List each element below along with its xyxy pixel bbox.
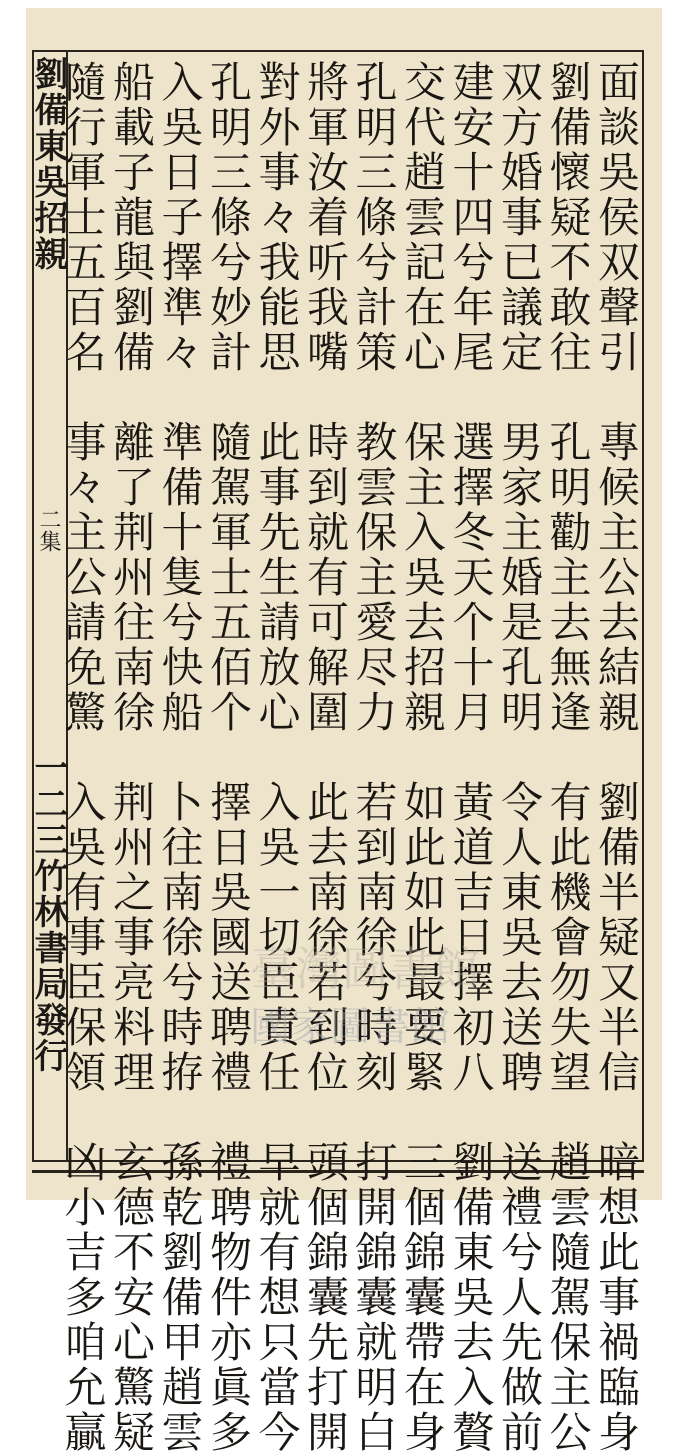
verse-text — [58, 60, 641, 1455]
book-title: 劉備東吳招親 — [28, 56, 68, 272]
verse-column: 入吳日子擇準々 準備十隻兮快船 卜往南徐兮時拵 孫乾劉備甲趙雲 — [155, 60, 205, 1455]
watermark-line-1: 臺灣圖書館 — [250, 942, 480, 996]
verse-column: 隨行軍士五百名 事々主公請免驚 入吳有事臣保領 凶小吉多咱允贏 — [58, 60, 108, 1455]
verse-column: 孔明三條兮計策 教雲保主愛尽力 若到南徐兮時刻 打開錦囊就明白 — [349, 60, 399, 1455]
verse-column: 双方婚事已議定 男家主婚是孔明 令人東吳去送聘 送禮兮人先做前 — [495, 60, 544, 1455]
watermark-line-2: 國家圖書館 — [250, 1004, 450, 1050]
verse-column: 面談吳侯双聲引 專候主公去結親 劉備半疑又半信 暗想此事禍臨身 — [592, 60, 641, 1455]
verse-column: 將軍汝着听我嘴 時到就有可解圍 此去南徐若到位 頭個錦囊先打開 — [301, 60, 350, 1455]
verse-column: 建安十四兮年尾 選擇冬天个十月 黃道吉日擇初八 劉備東吳去入贅 — [446, 60, 496, 1455]
publisher-label: 一二三竹林書局發行 — [28, 750, 68, 1074]
volume-label: 二集 — [36, 508, 61, 552]
verse-column: 劉備懷疑不敢往 孔明勸主去無逢 有此機會勿失望 趙雲隨駕保主公 — [543, 60, 593, 1455]
verse-column: 船載子龍與劉備 離了荆州往南徐 荆州之事亮料理 玄德不安心驚疑 — [107, 60, 156, 1455]
verse-column: 對外事々我能思 此事先生請放心 入吳一切臣責任 早就有想只當今 — [252, 60, 302, 1455]
verse-column: 孔明三條兮妙計 隨駕軍士五佰个 擇日吳國送聘禮 禮聘物件亦眞多 — [204, 60, 253, 1455]
verse-column: 交代趙雲記在心 保主入吳去招親 如此如此最要緊 三個錦囊帶在身 — [398, 60, 447, 1455]
